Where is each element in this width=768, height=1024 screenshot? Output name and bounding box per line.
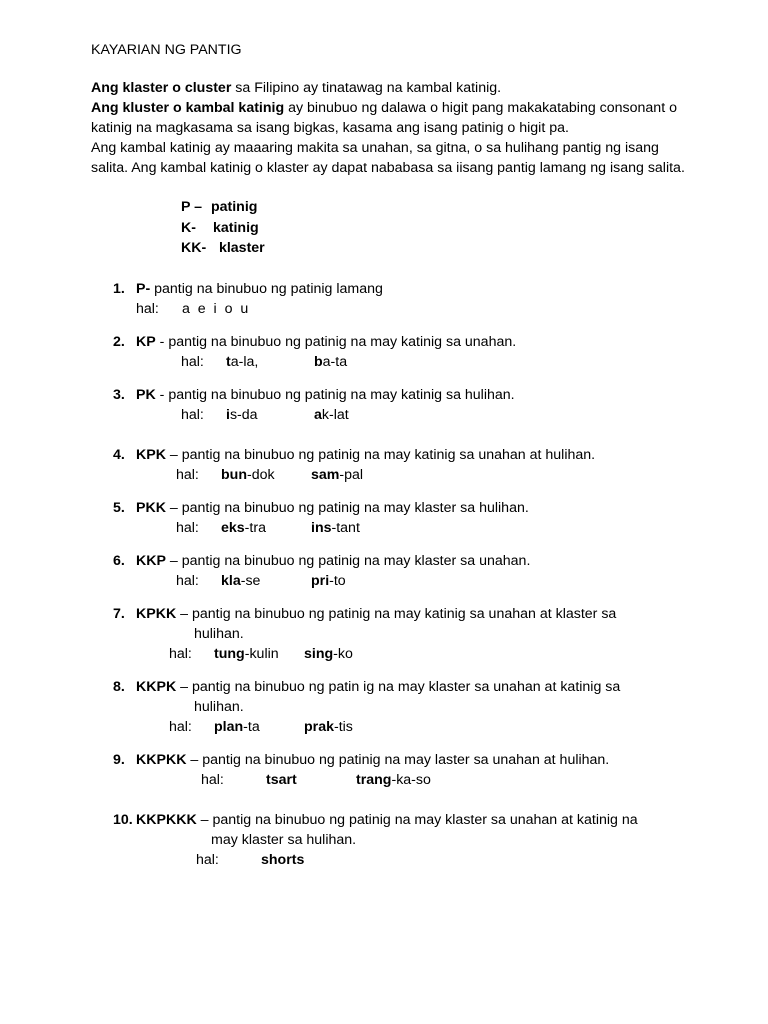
pattern-description: pantig na binubuo ng patin ig na may klaster sa unahan at katinig sa [191, 678, 621, 695]
example-rest-part: -tra [244, 519, 266, 536]
example-label: hal: [169, 645, 192, 662]
pattern-description: pantig na binubuo ng patinig lamang [154, 280, 383, 297]
example-stressed-part: a [314, 406, 322, 423]
list-item [91, 604, 691, 664]
example-word-2 [304, 644, 353, 664]
item-definition [136, 604, 691, 624]
example-rest-part: a-la, [230, 353, 259, 370]
example-rest-part: -pal [339, 466, 364, 483]
separator: - [155, 386, 169, 403]
item-number: 2. [113, 333, 125, 350]
legend [181, 197, 691, 259]
item-definition [136, 551, 691, 571]
example-label: hal: [181, 353, 204, 370]
item-definition [136, 677, 691, 697]
example-stressed-part: eks [221, 519, 245, 536]
example-label: hal: [181, 406, 204, 423]
example-word-1 [221, 571, 311, 591]
example-line [181, 405, 691, 425]
item-body [136, 445, 691, 485]
legend-code: K- [181, 219, 196, 236]
example-rest-part: a-ta [322, 353, 348, 370]
separator: - [155, 333, 169, 350]
example-label: hal: [176, 572, 199, 589]
syllable-pattern: P- [136, 280, 151, 297]
example-word-2 [314, 352, 347, 372]
item-body [136, 551, 691, 591]
example-stressed-part: sam [311, 466, 340, 483]
intro-text-2: ay binubuo ng dalawa o higit pang makakatabing consonant o katinig na magkasama sa isang bigkas, kasama ang isang patinig o higit pa. [91, 100, 677, 136]
example-label: hal: [176, 519, 199, 536]
legend-row-p [181, 197, 691, 218]
pattern-description: pantig na binubuo ng patinig na may katinig sa unahan. [168, 333, 517, 350]
separator: – [196, 811, 213, 828]
example-stressed-part: t [226, 353, 231, 370]
example-label: hal: [176, 466, 199, 483]
example-line [176, 518, 691, 538]
example-line [196, 850, 691, 870]
example-stressed-part: kla [221, 572, 241, 589]
example-word-1 [182, 299, 248, 319]
intro-term-2: Ang kluster o kambal katinig [91, 100, 285, 116]
example-rest-part: -se [240, 572, 261, 589]
example-stressed-part: b [314, 353, 323, 370]
item-definition [136, 498, 691, 518]
intro-section [91, 78, 691, 178]
example-stressed-part: sing [304, 645, 334, 662]
syllable-pattern: KKPKK [136, 751, 187, 768]
example-rest-part: -ko [333, 645, 353, 662]
example-rest-part: -ka-so [391, 771, 431, 788]
item-number: 4. [113, 446, 125, 463]
syllable-pattern: PK [136, 386, 156, 403]
syllable-pattern: KPK [136, 446, 166, 463]
pattern-description: pantig na binubuo ng patinig na may klaster sa unahan at katinig na [212, 811, 638, 828]
example-line [181, 352, 691, 372]
example-word-1 [266, 770, 356, 790]
pattern-description: pantig na binubuo ng patinig na may klaster sa unahan. [181, 552, 531, 569]
item-definition [136, 445, 691, 465]
example-word-2 [304, 717, 353, 737]
legend-meaning: katinig [212, 219, 259, 236]
item-body [136, 604, 691, 664]
example-stressed-part: bun [221, 466, 247, 483]
example-label: hal: [169, 718, 192, 735]
item-number: 10. [113, 811, 133, 828]
intro-paragraph-3: Ang kambal katinig ay maaaring makita sa unahan, sa gitna, o sa hulihang pantig ng isang salita. Ang kambal katinig o klaster ay dapat nababasa sa iisang pantig lamang ng isang salita. [91, 140, 685, 176]
example-rest-part: -to [329, 572, 346, 589]
item-number: 8. [113, 678, 125, 695]
syllable-pattern: PKK [136, 499, 166, 516]
item-body [136, 385, 691, 425]
separator: – [165, 446, 182, 463]
example-label: hal: [196, 851, 219, 868]
example-label: hal: [136, 300, 159, 317]
item-number: 6. [113, 552, 125, 569]
syllable-pattern: KP [136, 333, 156, 350]
syllable-pattern: KKPKKK [136, 811, 197, 828]
example-line [176, 465, 691, 485]
example-word-1 [226, 405, 314, 425]
example-line [169, 644, 691, 664]
example-line [176, 571, 691, 591]
legend-meaning: patinig [210, 199, 258, 215]
legend-meaning: klaster [218, 240, 265, 256]
syllable-list [91, 279, 691, 870]
example-stressed-part: i [226, 406, 230, 423]
list-item [91, 498, 691, 538]
syllable-pattern: KKP [136, 552, 166, 569]
example-stressed-part: tung [214, 645, 245, 662]
list-item [91, 279, 691, 319]
legend-code: KK- [181, 240, 207, 256]
example-stressed-part: plan [214, 718, 244, 735]
pattern-description-cont: may klaster sa hulihan. [211, 831, 357, 848]
document-title: KAYARIAN NG PANTIG [91, 42, 242, 58]
pattern-description: pantig na binubuo ng patinig na may klaster sa hulihan. [181, 499, 529, 516]
example-line [201, 770, 691, 790]
example-word-1 [214, 644, 304, 664]
item-body [136, 810, 691, 870]
document-page [91, 40, 691, 870]
example-rest-part: -kulin [244, 645, 279, 662]
example-rest-part: s-da [229, 406, 258, 423]
example-stressed-part: shorts [261, 851, 305, 868]
example-word-1 [221, 518, 311, 538]
item-definition [136, 279, 691, 299]
example-word-1 [221, 465, 311, 485]
legend-row-k [181, 218, 691, 239]
example-line [169, 717, 691, 737]
item-body [136, 279, 691, 319]
intro-text-1: sa Filipino ay tinatawag na kambal katinig. [231, 80, 502, 96]
item-body [136, 332, 691, 372]
pattern-description: pantig na binubuo ng patinig na may katinig sa unahan at hulihan. [181, 446, 596, 463]
item-definition [136, 385, 691, 405]
example-word-2 [311, 571, 346, 591]
example-stressed-part: ins [311, 519, 332, 536]
example-word-2 [311, 518, 360, 538]
item-number: 1. [113, 280, 125, 297]
example-word-1 [226, 352, 314, 372]
example-stressed-part: prak [304, 718, 334, 735]
example-rest-part: a e i o u [182, 300, 249, 317]
syllable-pattern: KKPK [136, 678, 177, 695]
example-rest-part: -ta [243, 718, 260, 735]
example-stressed-part: pri [311, 572, 330, 589]
pattern-description: pantig na binubuo ng patinig na may laster sa unahan at hulihan. [202, 751, 610, 768]
item-number: 5. [113, 499, 125, 516]
list-item [91, 810, 691, 870]
item-definition [136, 810, 691, 830]
pattern-description-cont: hulihan. [194, 625, 244, 642]
example-stressed-part: tsart [266, 771, 297, 788]
list-item [91, 551, 691, 591]
item-body [136, 677, 691, 737]
example-stressed-part: trang [356, 771, 392, 788]
example-rest-part: k-lat [321, 406, 349, 423]
example-word-1 [214, 717, 304, 737]
separator: – [176, 605, 192, 622]
example-word-2 [314, 405, 349, 425]
example-rest-part: -tis [333, 718, 353, 735]
intro-paragraph-1 [91, 78, 691, 98]
separator: – [165, 552, 182, 569]
list-item [91, 677, 691, 737]
legend-code: P – [181, 199, 203, 215]
list-item [91, 385, 691, 425]
item-definition [136, 332, 691, 352]
item-number: 7. [113, 605, 125, 622]
item-number: 3. [113, 386, 125, 403]
item-definition [136, 750, 691, 770]
legend-row-kk [181, 238, 691, 259]
item-number: 9. [113, 751, 125, 768]
item-body [136, 750, 691, 790]
separator: – [176, 678, 192, 695]
list-item [91, 750, 691, 790]
example-word-2 [311, 465, 363, 485]
intro-term-1: Ang klaster o cluster [91, 80, 232, 96]
example-rest-part: -tant [331, 519, 360, 536]
pattern-description: pantig na binubuo ng patinig na may katinig sa unahan at klaster sa [191, 605, 617, 622]
list-item [91, 332, 691, 372]
intro-paragraph-2 [91, 98, 691, 138]
syllable-pattern: KPKK [136, 605, 177, 622]
separator: – [165, 499, 182, 516]
pattern-description: pantig na binubuo ng patinig na may katinig sa hulihan. [168, 386, 515, 403]
example-word-1 [261, 850, 304, 870]
example-line [136, 299, 691, 319]
pattern-description-cont: hulihan. [194, 698, 244, 715]
example-rest-part: -dok [247, 466, 275, 483]
example-label: hal: [201, 771, 224, 788]
list-item [91, 445, 691, 485]
item-body [136, 498, 691, 538]
separator: – [186, 751, 203, 768]
example-word-2 [356, 770, 431, 790]
